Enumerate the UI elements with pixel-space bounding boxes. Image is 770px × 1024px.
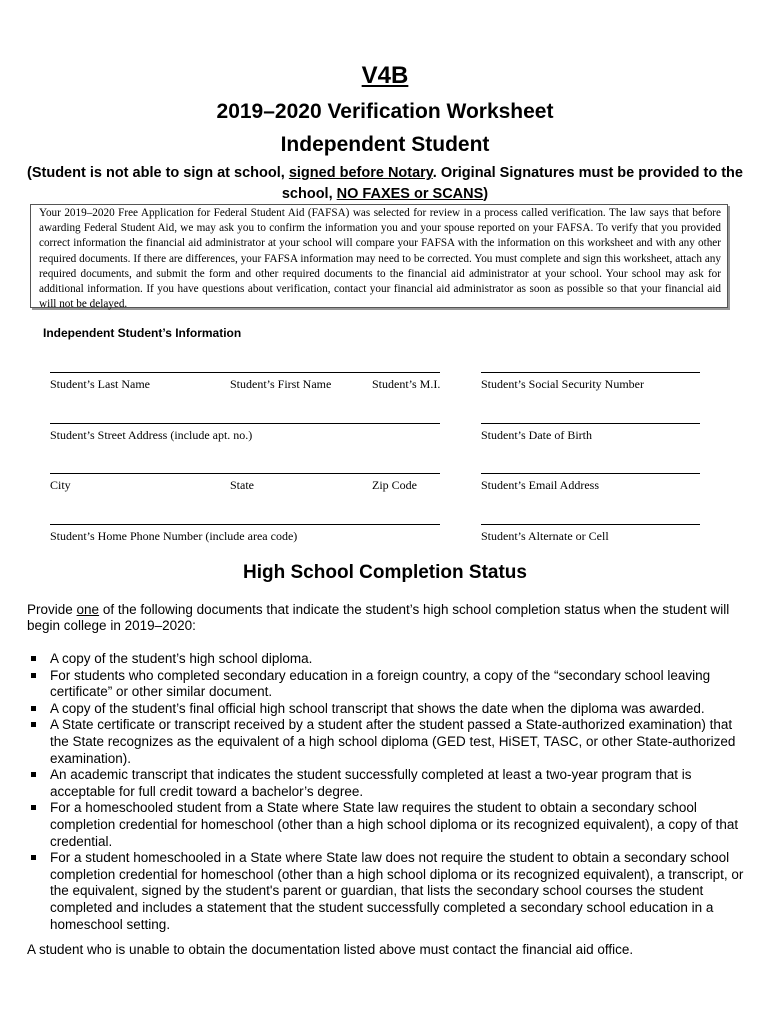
- list-item: [27, 651, 753, 668]
- square-bullet-icon: [31, 805, 36, 810]
- list-item: [27, 668, 753, 701]
- form-code: V4B: [361, 62, 409, 89]
- square-bullet-icon: [31, 706, 36, 711]
- high-school-heading: High School Completion Status: [243, 562, 527, 583]
- last-first-mi-field[interactable]: [50, 372, 440, 373]
- list-item-text: For students who completed secondary education in a foreign country, a copy of the “secondary school leaving certificate” or other similar document.: [50, 667, 711, 700]
- list-item: [27, 717, 753, 767]
- list-item-text: A copy of the student’s high school diploma.: [50, 651, 313, 666]
- worksheet-title: 2019–2020 Verification Worksheet: [216, 100, 554, 123]
- home-phone-field[interactable]: [50, 524, 440, 525]
- high-school-intro: [27, 602, 753, 634]
- closing-note: A student who is unable to obtain the documentation listed above must contact the financial aid office.: [27, 942, 634, 957]
- city-state-zip-field[interactable]: [50, 473, 440, 474]
- worksheet-subtitle: Independent Student: [280, 133, 490, 156]
- instruction-suffix: ): [483, 186, 489, 202]
- street-address-field[interactable]: [50, 423, 440, 424]
- instruction-middle: . Original Signatures must be provided to the school,: [281, 165, 743, 202]
- date-of-birth-label: Student’s Date of Birth: [481, 428, 592, 442]
- student-info-heading: Independent Student’s Information: [43, 326, 242, 340]
- list-item-text: For a homeschooled student from a State where State law requires the student to obtain a secondary school completion credential for homeschool (other than a high school diploma or its recognized equivalent), a copy of that credential.: [50, 800, 739, 849]
- list-item-text: A copy of the student’s final official high school transcript that shows the date when the diploma was awarded.: [50, 700, 705, 716]
- city-label: City: [50, 478, 71, 492]
- instruction-notary: signed before Notary: [288, 165, 433, 181]
- street-address-label: Student’s Street Address (include apt. no.): [50, 428, 253, 442]
- alternate-phone-field[interactable]: [481, 524, 700, 525]
- zip-code-label: Zip Code: [372, 478, 417, 492]
- verification-notice: Your 2019–2020 Free Application for Federal Student Aid (FAFSA) was selected for review in a process called verification. The law says that before awarding Federal Student Aid, we may ask you to confirm the information you and your spouse reported on your FAFSA. To verify that you provided correct information the financial aid administrator at your school will compare your FAFSA with the information on this worksheet and with any other required documents. If there are differences, your FAFSA information may need to be corrected. You must complete and sign this worksheet, attach any required documents, and submit the form and other required documents to the financial aid administrator at your school. Your school may ask for additional information. If you have questions about verification, contact your financial aid administrator as soon as possible so that your financial aid will not be delayed.: [30, 204, 728, 308]
- intro-one: one: [76, 602, 100, 617]
- intro-after: of the following documents that indicate the student’s high school completion status when the student will begin college in 2019–2020:: [27, 602, 730, 633]
- first-name-label: Student’s First Name: [230, 377, 332, 391]
- square-bullet-icon: [31, 722, 36, 727]
- square-bullet-icon: [31, 772, 36, 777]
- signature-instruction: [22, 163, 748, 205]
- list-item: [27, 850, 753, 933]
- instruction-prefix: (Student is not able to sign at school,: [27, 165, 289, 181]
- document-options-list: [27, 651, 753, 933]
- intro-before: Provide: [27, 602, 77, 617]
- ssn-label: Student’s Social Security Number: [481, 377, 644, 391]
- square-bullet-icon: [31, 855, 36, 860]
- email-label: Student’s Email Address: [481, 478, 599, 492]
- list-item-text: A State certificate or transcript received by a student after the student passed a State-authorized examination) that the State recognizes as the equivalent of a high school diploma (GED test, HiSET, TASC, or other State-authorized examination).: [50, 717, 736, 766]
- home-phone-label: Student’s Home Phone Number (include area code): [50, 529, 298, 543]
- alternate-phone-label: Student’s Alternate or Cell: [481, 529, 609, 543]
- list-item-text: An academic transcript that indicates the student successfully completed at least a two-year program that is acceptable for full credit toward a bachelor’s degree.: [50, 767, 692, 799]
- ssn-field[interactable]: [481, 372, 700, 373]
- list-item: [27, 767, 753, 800]
- square-bullet-icon: [31, 673, 36, 678]
- instruction-no-faxes: NO FAXES or SCANS: [336, 186, 484, 202]
- date-of-birth-field[interactable]: [481, 423, 700, 424]
- square-bullet-icon: [31, 656, 36, 661]
- list-item: [27, 701, 753, 718]
- middle-initial-label: Student’s M.I.: [372, 377, 441, 391]
- last-name-label: Student’s Last Name: [50, 377, 150, 391]
- email-field[interactable]: [481, 473, 700, 474]
- list-item-text: For a student homeschooled in a State where State law does not require the student to obtain a secondary school completion credential for homeschool (other than a high school diploma or its recognized equivalent), a transcript, or the equivalent, signed by the student's parent or guardian, that lists the secondary school courses the student completed and includes a statement that the student successfully completed a secondary school education in a homeschool setting.: [50, 850, 744, 932]
- state-label: State: [230, 478, 254, 492]
- list-item: [27, 800, 753, 850]
